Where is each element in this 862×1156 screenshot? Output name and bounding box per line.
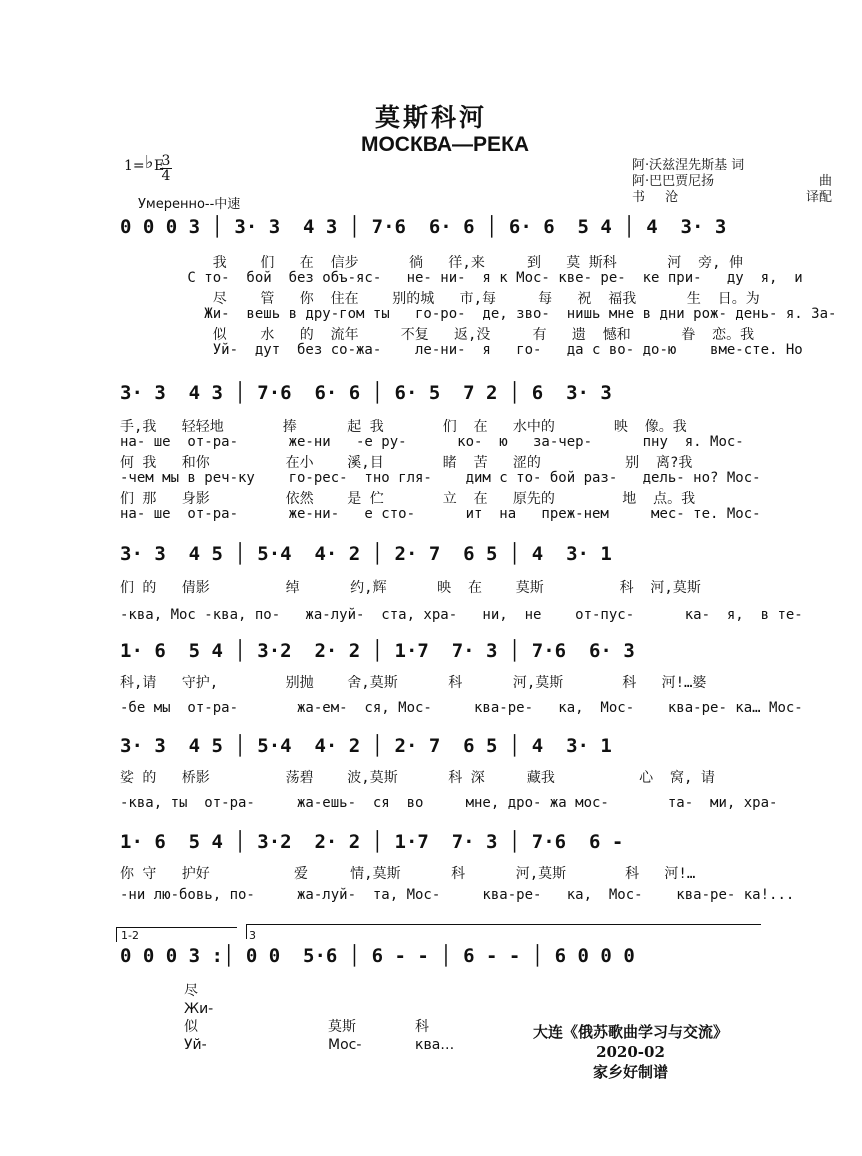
lyric-line: -бе мы от-ра- жа-ем- ся, Мос- ква-ре- ка, Мос- ква-ре- ка… Мос-: [120, 700, 803, 716]
final-lyrics-col3: 科 ква…: [415, 1019, 455, 1053]
third-ending-label: 3: [249, 929, 256, 942]
final-lyrics-col1: 尽 Жи- 似 Уй-: [184, 983, 214, 1053]
lyric-line: С то- бой без объ-яс- не- ни- я к Мос- кве- ре- ке при- ду я, и: [120, 270, 803, 286]
composer-credit: 阿·巴巴贾尼扬 曲: [632, 174, 832, 189]
title-chinese: 莫斯科河: [374, 103, 487, 132]
translator-credit: 书 沧 译配: [632, 190, 832, 205]
first-ending-label: 1-2: [121, 929, 139, 942]
lyric-line: 我 们 在 信步 徜 徉,来 到 莫 斯科 河 旁, 伸: [120, 255, 744, 271]
lyric-line: Жи- вешь в дру-гом ты го-ро- де, зво- нишь мне в дни рож- день- я. За-: [120, 306, 837, 322]
lyric-line: 尽 管 你 住在 别的城 市,每 每 祝 福我 生 日。为: [120, 291, 760, 307]
lyric-line: 手,我 轻轻地 捧 起 我 们 在 水中的 映 像。我: [120, 419, 687, 435]
lyric-line: 似 水 的 流年 不复 返,没 有 遗 憾和 眷 恋。我: [120, 327, 755, 343]
lyric-line: на- ше от-ра- же-ни- е сто- ит на преж-нем мес- те. Мос-: [120, 506, 761, 522]
final-lyrics-col2: 莫斯 Мос-: [328, 1019, 362, 1053]
third-ending-bracket: [246, 924, 761, 939]
lyric-line: 你 守 护好 爱 情,莫斯 科 河,莫斯 科 河!…: [120, 866, 696, 882]
notes-line: 1· 6 5 4 │ 3·2 2· 2 │ 1·7 7· 3 │ 7·6 6· 3: [120, 640, 635, 662]
notes-line: 3· 3 4 5 │ 5·4 4· 2 │ 2· 7 6 5 │ 4 3· 1: [120, 543, 612, 565]
lyric-line: 科,请 守护, 别抛 舍,莫斯 科 河,莫斯 科 河!…婆: [120, 675, 707, 691]
lyric-line: на- ше от-ра- же-ни -е ру- ко- ю за-чер- пну я. Мос-: [120, 434, 744, 450]
time-signature: 3 4: [161, 153, 171, 184]
lyric-line: -ква, Мос -ква, по- жа-луй- ста, хра- ни, не от-пус- ка- я, в те-: [120, 607, 803, 623]
lyric-line: -ква, ты от-ра- жа-ешь- ся во мне, дро- жа мос- та- ми, хра-: [120, 795, 778, 811]
lyric-line: 娑 的 桥影 荡碧 波,莫斯 科 深 藏我 心 窝, 请: [120, 770, 715, 786]
lyricist-credit: 阿·沃兹涅先斯基 词: [632, 158, 745, 173]
notes-line: 1· 6 5 4 │ 3·2 2· 2 │ 1·7 7· 3 │ 7·6 6 -: [120, 831, 624, 853]
lyric-line: -чем мы в реч-ку го-рес- тно гля- дим с то- бой раз- дель- но? Мос-: [120, 470, 761, 486]
lyric-line: -ни лю-бовь, по- жа-луй- та, Мос- ква-ре- ка, Мос- ква-ре- ка!...: [120, 887, 795, 903]
lyric-line: 们 的 倩影 绰 约,辉 映 在 莫斯 科 河,莫斯: [120, 580, 701, 596]
notes-line: 0 0 0 3 :│ 0 0 5·6 │ 6 - - │ 6 - - │ 6 0 0 0: [120, 945, 635, 967]
title-russian: МОСКВА—РЕКА: [360, 133, 530, 156]
notes-line: 3· 3 4 5 │ 5·4 4· 2 │ 2· 7 6 5 │ 4 3· 1: [120, 735, 612, 757]
credits: [632, 158, 832, 206]
notes-line: 0 0 0 3 │ 3· 3 4 3 │ 7·6 6· 6 │ 6· 6 5 4 │ 4 3· 3: [120, 216, 727, 238]
lyric-line: Уй- дут без со-жа- ле-ни- я го- да с во- до-ю вме-сте. Но: [120, 342, 803, 358]
notes-line: 3· 3 4 3 │ 7·6 6· 6 │ 6· 5 7 2 │ 6 3· 3: [120, 382, 612, 404]
lyric-line: 何 我 和你 在小 溪,目 睹 苦 涩的 别 离?我: [120, 455, 693, 471]
key-signature: 1= ♭ E 3 4: [124, 152, 171, 184]
transcriber-credit: 大连《俄苏歌曲学习与交流》 2020-02 家乡好制谱: [532, 1023, 728, 1081]
lyric-line: 们 那 身影 依然 是 伫 立 在 原先的 地 点。我: [120, 491, 696, 507]
tempo-marking: Умеренно--中速: [138, 197, 241, 212]
